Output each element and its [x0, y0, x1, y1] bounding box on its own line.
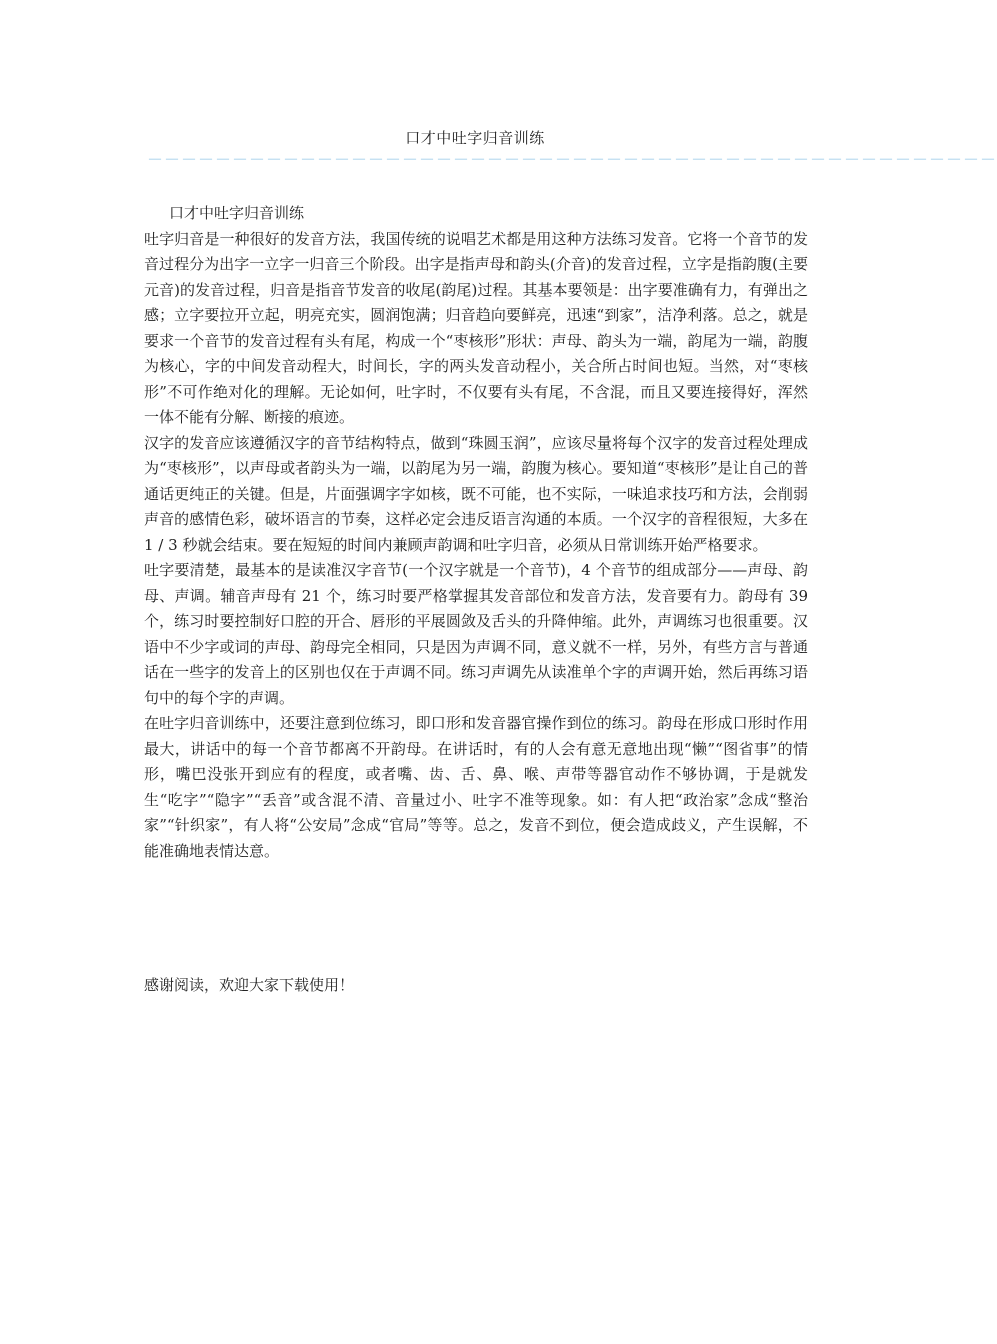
closing-note: 感谢阅读，欢迎大家下载使用！ — [144, 976, 355, 994]
article-subtitle: 口才中吐字归音训练 — [169, 204, 305, 222]
header-divider: －－－－－－－－－－－－－－－－－－－－－－－－－－－－－－－－－－－－－－－－－－－－－－－－－－ — [147, 150, 997, 169]
article-paragraph-1: 吐字归音是一种很好的发音方法，我国传统的说唱艺术都是用这种方法练习发音。它将一个音节的发音过程分为出字一立字一归音三个阶段。出字是指声母和韵头(介音)的发音过程，立字是指韵腹(主要元音)的发音过程，归音是指音节发音的收尾(韵尾)过程。其基本要领是：出字要准确有力，有弹出之感；立字要拉开立起，明亮充实，圆润饱满；归音趋向要鲜亮，迅速“到家”，洁净利落。总之，就是要求一个音节的发音过程有头有尾，构成一个“枣核形”形状：声母、韵头为一端，韵尾为一端，韵腹为核心，字的中间发音动程大，时间长，字的两头发音动程小，关合所占时间也短。当然，对“枣核形”不可作绝对化的理解。无论如何，吐字时，不仅要有头有尾，不含混，而且又要连接得好，浑然一体不能有分解、断接的痕迹。 — [144, 229, 808, 426]
article-paragraph-4: 在吐字归音训练中，还要注意到位练习，即口形和发音器官操作到位的练习。韵母在形成口形时作用最大，讲话中的每一个音节都离不开韵母。在讲话时，有的人会有意无意地出现“懒”“图省事”的情形，嘴巴没张开到应有的程度，或者嘴、齿、舌、鼻、喉、声带等器官动作不够协调，于是就发生“吃字”“隐字”“丢音”或含混不清、音量过小、吐字不准等现象。如：有人把“政治家”念成“整治家”“针织家”，有人将“公安局”念成“官局”等等。总之，发音不到位，便会造成歧义，产生误解，不能准确地表情达意。 — [144, 714, 808, 860]
article-paragraph-2: 汉字的发音应该遵循汉字的音节结构特点，做到“珠圆玉润”，应该尽量将每个汉字的发音过程处理成为“枣核形”，以声母或者韵头为一端，以韵尾为另一端，韵腹为核心。要知道“枣核形”是让自己的普通话更纯正的关键。但是，片面强调字字如核，既不可能，也不实际，一味追求技巧和方法，会削弱声音的感情色彩，破坏语言的节奏，这样必定会违反语言沟通的本质。一个汉字的音程很短，大多在 1 / 3 秒就会结束。要在短短的时间内兼顾声韵调和吐字归音，必须从日常训练开始严格要求。 — [144, 433, 808, 554]
article-body — [144, 201, 808, 864]
article-paragraph-3: 吐字要清楚，最基本的是读准汉字音节(一个汉字就是一个音节)，4 个音节的组成部分——声母、韵母、声调。辅音声母有 21 个，练习时要严格掌握其发音部位和发音方法，发音要有力。韵母有 39 个，练习时要控制好口腔的开合、唇形的平展圆敛及舌头的升降伸缩。此外，声调练习也很重要。汉语中不少字或词的声母、韵母完全相同，只是因为声调不同，意义就不一样，另外，有些方言与普通话在一些字的发音上的区别也仅在于声调不同。练习声调先从读准单个字的声调开始，然后再练习语句中的每个字的声调。 — [144, 561, 808, 707]
header-title: 口才中吐字归音训练 — [405, 129, 545, 147]
